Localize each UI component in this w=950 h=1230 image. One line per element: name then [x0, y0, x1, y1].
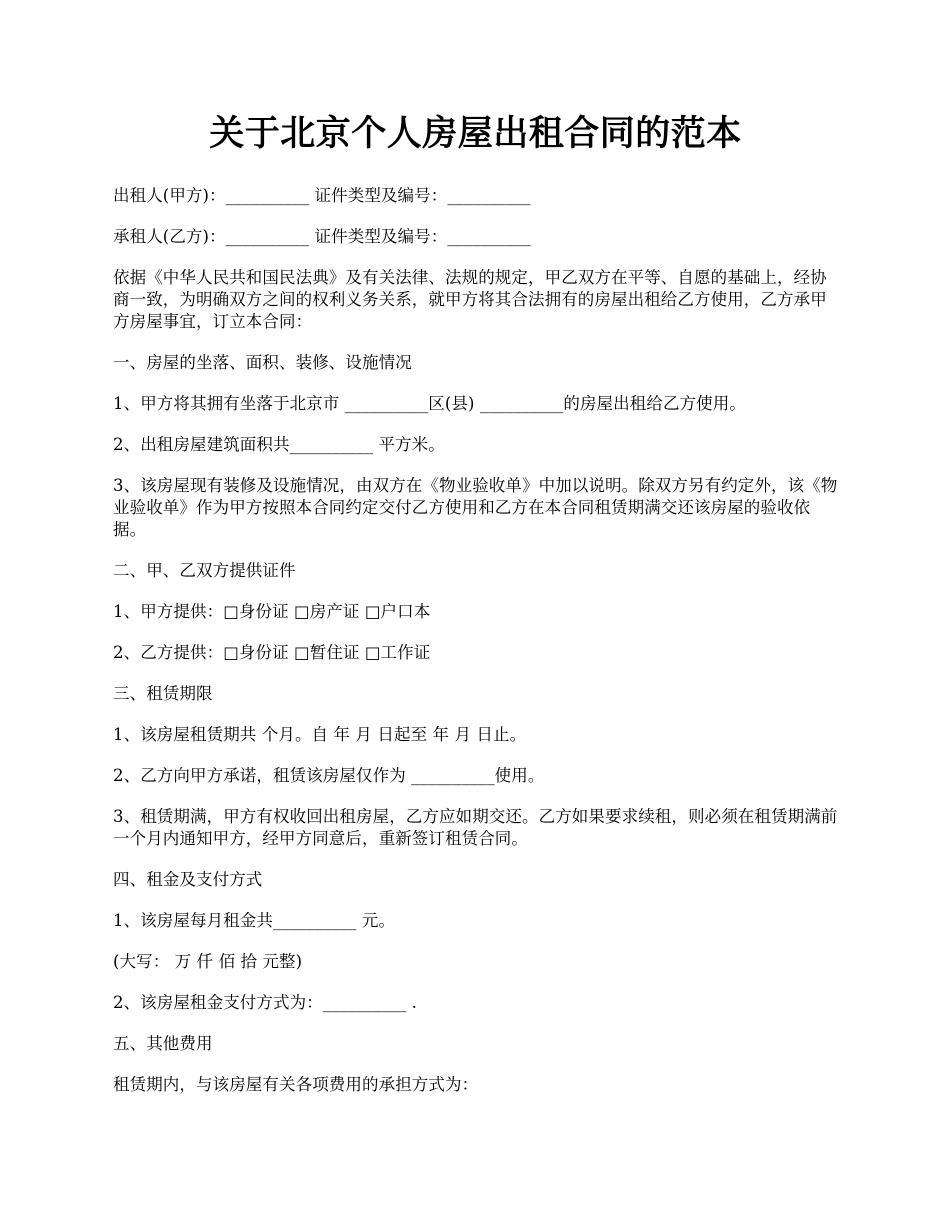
document-title: 关于北京个人房屋出租合同的范本 [209, 114, 742, 154]
clause-property-facilities: 3、该房屋现有装修及设施情况，由双方在《物业验收单》中加以说明。除双方另有约定外，该《物业验收单》作为甲方按照本合同约定交付乙方使用和乙方在本合同租赁期满交还该房屋的验收依据。 [113, 476, 838, 539]
clause-term-usage: 2、乙方向甲方承诺，租赁该房屋仅作为 __________使用。 [113, 766, 545, 785]
section-heading-term: 三、租赁期限 [113, 684, 213, 703]
clause-term-renewal: 3、租赁期满，甲方有权收回出租房屋，乙方应如期交还。乙方如果要求续租，则必须在租赁期满前一个月内通知甲方，经甲方同意后，重新签订租赁合同。 [113, 807, 838, 848]
clause-rent-amount-words: (大写： 万 仟 佰 拾 元整) [113, 952, 303, 971]
lessor-line: 出租人(甲方)：__________ 证件类型及编号：__________ [113, 186, 531, 205]
preamble-paragraph: 依据《中华人民共和国民法典》及有关法律、法规的规定，甲乙双方在平等、自愿的基础上，经协商一致，为明确双方之间的权利义务关系，就甲方将其合法拥有的房屋出租给乙方使用，乙方承甲方房屋事宜，订立本合同： [113, 268, 827, 331]
clause-rent-amount: 1、该房屋每月租金共__________ 元。 [113, 911, 396, 930]
clause-other-fees: 租赁期内，与该房屋有关各项费用的承担方式为： [113, 1075, 479, 1094]
clause-property-location: 1、甲方将其拥有坐落于北京市 __________区(县) __________的房屋出租给乙方使用。 [113, 394, 746, 413]
clause-term-period: 1、该房屋租赁期共 个月。自 年 月 日起至 年 月 日止。 [113, 725, 527, 744]
section-heading-documents: 二、甲、乙双方提供证件 [113, 561, 296, 580]
section-heading-property: 一、房屋的坐落、面积、装修、设施情况 [113, 353, 412, 372]
clause-property-area: 2、出租房屋建筑面积共__________ 平方米。 [113, 435, 445, 454]
section-heading-other-fees: 五、其他费用 [113, 1034, 213, 1053]
lessee-line: 承租人(乙方)：__________ 证件类型及编号：__________ [113, 227, 531, 246]
clause-lessee-documents: 2、乙方提供：□身份证 □暂住证 □工作证 [113, 643, 431, 662]
clause-lessor-documents: 1、甲方提供：□身份证 □房产证 □户口本 [113, 602, 431, 621]
section-heading-rent: 四、租金及支付方式 [113, 870, 263, 889]
clause-rent-payment-method: 2、该房屋租金支付方式为：__________ . [113, 993, 417, 1012]
